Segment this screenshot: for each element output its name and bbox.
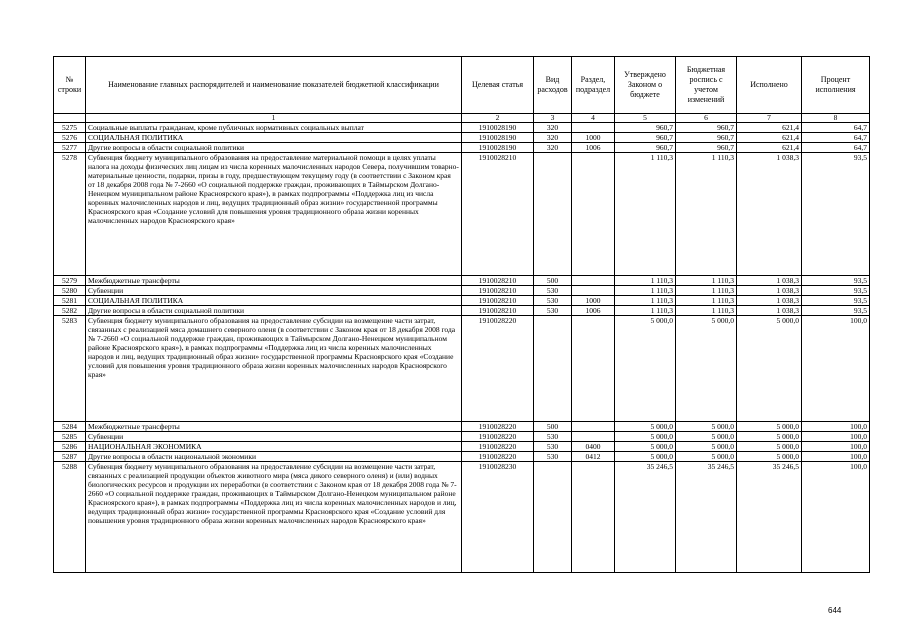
column-number: [54, 114, 86, 123]
row-name: Другие вопросы в области национальной экономики: [86, 452, 462, 462]
row-number: 5283: [54, 316, 86, 422]
table-body: [54, 123, 870, 573]
row-expense-type: 530: [534, 442, 572, 452]
header-executed: Исполнено: [737, 57, 802, 114]
row-budget-list: 960,7: [676, 143, 737, 153]
row-number: 5287: [54, 452, 86, 462]
row-approved: 35 246,5: [615, 462, 676, 573]
row-number: 5288: [54, 462, 86, 573]
row-expense-type: 320: [534, 123, 572, 133]
row-section: [572, 276, 615, 286]
row-percent: 100,0: [802, 422, 870, 432]
column-number: 1: [86, 114, 462, 123]
row-section: [572, 462, 615, 573]
row-approved: 5 000,0: [615, 442, 676, 452]
row-target: 1910028220: [462, 432, 534, 442]
row-expense-type: 320: [534, 143, 572, 153]
row-approved: 5 000,0: [615, 452, 676, 462]
row-number: 5282: [54, 306, 86, 316]
row-executed: 621,4: [737, 133, 802, 143]
header-row-num: № строки: [54, 57, 86, 114]
row-approved: 960,7: [615, 143, 676, 153]
table-row: [54, 462, 870, 573]
row-name: Межбюджетные трансферты: [86, 422, 462, 432]
table-row: [54, 123, 870, 133]
row-budget-list: 5 000,0: [676, 432, 737, 442]
row-target: 1910028210: [462, 153, 534, 276]
row-section: 1000: [572, 296, 615, 306]
row-budget-list: 35 246,5: [676, 462, 737, 573]
row-name: Другие вопросы в области социальной политики: [86, 143, 462, 153]
row-expense-type: 530: [534, 432, 572, 442]
table-row: [54, 133, 870, 143]
column-number: 2: [462, 114, 534, 123]
column-number: 5: [615, 114, 676, 123]
row-executed: 5 000,0: [737, 442, 802, 452]
column-number-row: [54, 114, 870, 123]
row-target: 1910028230: [462, 462, 534, 573]
row-target: 1910028220: [462, 442, 534, 452]
table-row: [54, 306, 870, 316]
column-number: 3: [534, 114, 572, 123]
row-target: 1910028190: [462, 123, 534, 133]
row-section: [572, 432, 615, 442]
row-percent: 100,0: [802, 452, 870, 462]
row-target: 1910028220: [462, 316, 534, 422]
row-approved: 960,7: [615, 133, 676, 143]
row-budget-list: 1 110,3: [676, 153, 737, 276]
row-expense-type: 530: [534, 286, 572, 296]
row-executed: 621,4: [737, 143, 802, 153]
row-budget-list: 5 000,0: [676, 422, 737, 432]
row-executed: 1 038,3: [737, 153, 802, 276]
column-number: 4: [572, 114, 615, 123]
row-target: 1910028210: [462, 296, 534, 306]
row-name: Субвенция бюджету муниципального образования на предоставление субсидии на возмещение части затрат, связанных с реализацией мяса домашнего северного оленя (в соответствии с Законом края от 18 декабря 2008 года № 7-2660 «О социальной поддержке граждан, проживающих в Таймырском Долгано-Ненецком муниципальном районе Красноярского края»), в рамках подпрограммы «Поддержка лиц из числа коренных малочисленных народов и лиц, ведущих традиционный образ жизни» государственной программы Красноярского края «Создание условий для повышения уровня традиционного образа жизни коренных малочисленных народов Красноярского края»: [86, 316, 462, 422]
row-target: 1910028210: [462, 306, 534, 316]
row-executed: 1 038,3: [737, 306, 802, 316]
row-expense-type: 500: [534, 276, 572, 286]
table-row: [54, 153, 870, 276]
row-approved: 1 110,3: [615, 296, 676, 306]
header-budget-list: Бюджетная роспись с учетом изменений: [676, 57, 737, 114]
row-budget-list: 1 110,3: [676, 306, 737, 316]
row-approved: 1 110,3: [615, 286, 676, 296]
row-name: Субвенция бюджету муниципального образования на предоставление материальной помощи в целях уплаты налога на доходы физических лиц лицам из числа коренных малочисленных народов Севера, получившим товарно-материальные ценности, подарки, призы в году, предшествующем текущему году (в соответствии с Законом края от 18 декабря 2008 года № 7-2660 «О социальной поддержке граждан, проживающих в Таймырском Долгано-Ненецком муниципальном районе Красноярского края»), в рамках подпрограммы «Поддержка лиц из числа коренных малочисленных народов и лиц, ведущих традиционный образ жизни» государственной программы Красноярского края «Создание условий для повышения уровня традиционного образа жизни коренных малочисленных народов Красноярского края»: [86, 153, 462, 276]
row-percent: 64,7: [802, 133, 870, 143]
row-executed: 5 000,0: [737, 432, 802, 442]
row-section: [572, 422, 615, 432]
header-row: [54, 57, 870, 114]
row-number: 5276: [54, 133, 86, 143]
row-section: 0400: [572, 442, 615, 452]
header-target: Целевая статья: [462, 57, 534, 114]
row-approved: 960,7: [615, 123, 676, 133]
column-number: 7: [737, 114, 802, 123]
table-row: [54, 316, 870, 422]
row-expense-type: 500: [534, 422, 572, 432]
table-row: [54, 442, 870, 452]
row-name: Субвенции: [86, 286, 462, 296]
row-expense-type: 320: [534, 133, 572, 143]
row-budget-list: 960,7: [676, 133, 737, 143]
table-row: [54, 286, 870, 296]
row-executed: 1 038,3: [737, 296, 802, 306]
row-budget-list: 1 110,3: [676, 286, 737, 296]
row-budget-list: 5 000,0: [676, 316, 737, 422]
row-section: [572, 316, 615, 422]
table-row: [54, 422, 870, 432]
row-approved: 5 000,0: [615, 432, 676, 442]
row-percent: 93,5: [802, 306, 870, 316]
row-number: 5285: [54, 432, 86, 442]
row-expense-type: 530: [534, 452, 572, 462]
row-target: 1910028190: [462, 133, 534, 143]
row-executed: 5 000,0: [737, 422, 802, 432]
row-number: 5281: [54, 296, 86, 306]
row-expense-type: 530: [534, 306, 572, 316]
table-row: [54, 296, 870, 306]
row-executed: 35 246,5: [737, 462, 802, 573]
budget-table: [53, 56, 870, 573]
row-target: 1910028220: [462, 452, 534, 462]
row-executed: 1 038,3: [737, 286, 802, 296]
column-number: 6: [676, 114, 737, 123]
table-row: [54, 276, 870, 286]
row-name: Субвенция бюджету муниципального образования на предоставление субсидии на возмещение части затрат, связанных с реализацией продукции объектов животного мира (мяса дикого северного оленя) и (или) водных биологических ресурсов и продукции их переработки (в соответствии с Законом края от 18 декабря 2008 года № 7-2660 «О социальной поддержке граждан, проживающих в Таймырском Долгано-Ненецком муниципальном районе Красноярского края»), в рамках подпрограммы «Поддержка лиц из числа коренных малочисленных народов и лиц, ведущих традиционный образ жизни» государственной программы Красноярского края «Создание условий для повышения уровня традиционного образа жизни коренных малочисленных народов Красноярского края»: [86, 462, 462, 573]
header-expense-type: Вид расходов: [534, 57, 572, 114]
row-approved: 1 110,3: [615, 306, 676, 316]
row-budget-list: 1 110,3: [676, 296, 737, 306]
row-section: 1000: [572, 133, 615, 143]
row-percent: 100,0: [802, 462, 870, 573]
row-number: 5284: [54, 422, 86, 432]
row-percent: 93,5: [802, 286, 870, 296]
header-percent: Процент исполнения: [802, 57, 870, 114]
row-percent: 93,5: [802, 276, 870, 286]
row-percent: 64,7: [802, 143, 870, 153]
row-number: 5280: [54, 286, 86, 296]
row-section: [572, 123, 615, 133]
row-name: СОЦИАЛЬНАЯ ПОЛИТИКА: [86, 133, 462, 143]
row-name: Другие вопросы в области социальной политики: [86, 306, 462, 316]
row-percent: 100,0: [802, 316, 870, 422]
row-percent: 100,0: [802, 432, 870, 442]
row-section: 1006: [572, 143, 615, 153]
row-budget-list: 5 000,0: [676, 442, 737, 452]
page-number: 644: [828, 606, 842, 615]
header-name: Наименование главных распорядителей и наименование показателей бюджетной классификации: [86, 57, 462, 114]
row-number: 5277: [54, 143, 86, 153]
row-percent: 93,5: [802, 153, 870, 276]
row-executed: 621,4: [737, 123, 802, 133]
row-executed: 5 000,0: [737, 316, 802, 422]
table-row: [54, 452, 870, 462]
row-percent: 93,5: [802, 296, 870, 306]
table-row: [54, 432, 870, 442]
row-target: 1910028210: [462, 276, 534, 286]
row-name: Субвенции: [86, 432, 462, 442]
row-budget-list: 5 000,0: [676, 452, 737, 462]
row-percent: 100,0: [802, 442, 870, 452]
row-name: НАЦИОНАЛЬНАЯ ЭКОНОМИКА: [86, 442, 462, 452]
row-number: 5278: [54, 153, 86, 276]
row-approved: 1 110,3: [615, 153, 676, 276]
row-expense-type: [534, 462, 572, 573]
row-number: 5286: [54, 442, 86, 452]
row-number: 5275: [54, 123, 86, 133]
row-section: 1006: [572, 306, 615, 316]
row-section: [572, 153, 615, 276]
header-section: Раздел, подраздел: [572, 57, 615, 114]
row-expense-type: [534, 153, 572, 276]
row-approved: 5 000,0: [615, 422, 676, 432]
row-expense-type: [534, 316, 572, 422]
row-budget-list: 1 110,3: [676, 276, 737, 286]
column-number: 8: [802, 114, 870, 123]
table-row: [54, 143, 870, 153]
row-percent: 64,7: [802, 123, 870, 133]
row-target: 1910028220: [462, 422, 534, 432]
header-approved: Утверждено Законом о бюджете: [615, 57, 676, 114]
row-section: [572, 286, 615, 296]
row-expense-type: 530: [534, 296, 572, 306]
row-number: 5279: [54, 276, 86, 286]
row-approved: 5 000,0: [615, 316, 676, 422]
row-name: Межбюджетные трансферты: [86, 276, 462, 286]
row-budget-list: 960,7: [676, 123, 737, 133]
row-executed: 1 038,3: [737, 276, 802, 286]
row-name: Социальные выплаты гражданам, кроме публичных нормативных социальных выплат: [86, 123, 462, 133]
row-target: 1910028210: [462, 286, 534, 296]
row-target: 1910028190: [462, 143, 534, 153]
row-executed: 5 000,0: [737, 452, 802, 462]
row-name: СОЦИАЛЬНАЯ ПОЛИТИКА: [86, 296, 462, 306]
row-approved: 1 110,3: [615, 276, 676, 286]
row-section: 0412: [572, 452, 615, 462]
